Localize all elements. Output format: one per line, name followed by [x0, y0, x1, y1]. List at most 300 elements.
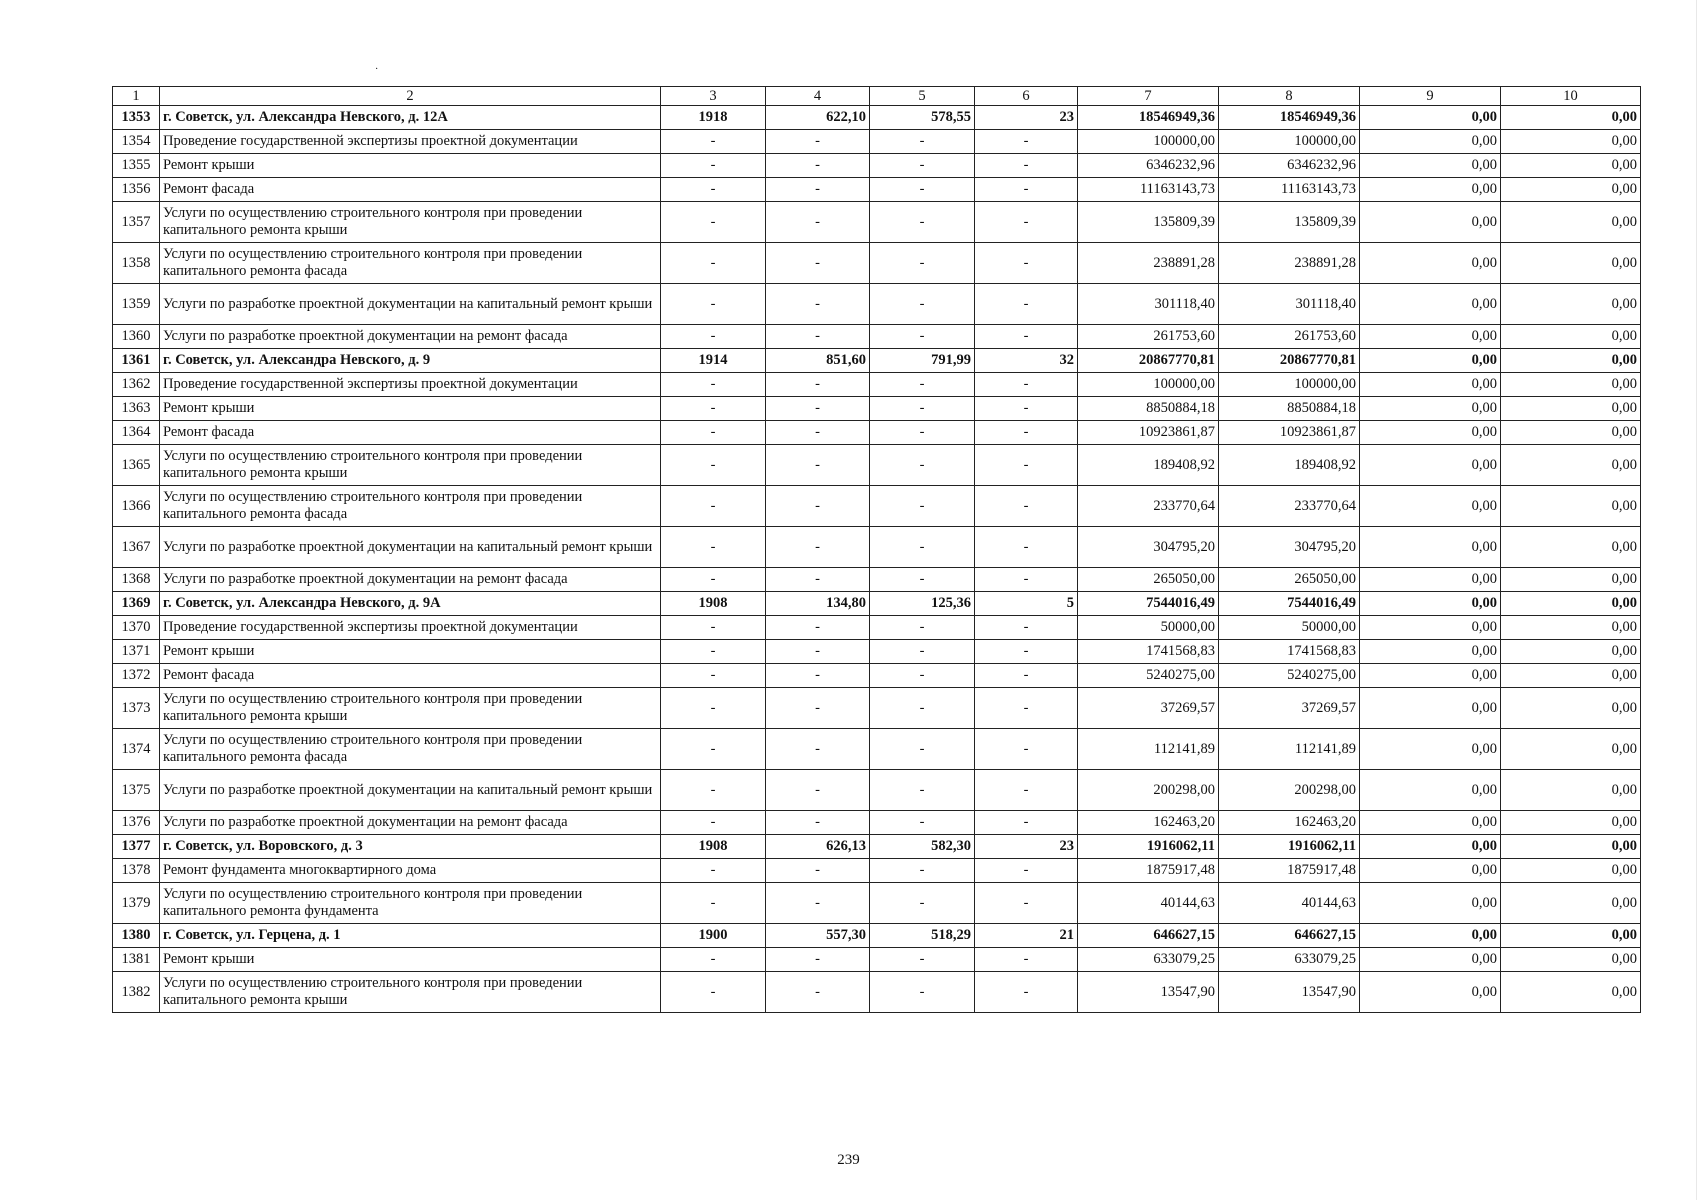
cell-col-10: 0,00 — [1501, 202, 1641, 243]
cell-col-7: 200298,00 — [1078, 770, 1219, 811]
table-row — [113, 568, 1641, 592]
cell-col-10: 0,00 — [1501, 883, 1641, 924]
row-number: 1354 — [113, 130, 160, 154]
cell-col-8: 10923861,87 — [1219, 421, 1360, 445]
cell-col-6: - — [975, 373, 1078, 397]
row-description: Услуги по разработке проектной документации на ремонт фасада — [160, 325, 661, 349]
table-row — [113, 421, 1641, 445]
cell-col-6: - — [975, 130, 1078, 154]
cell-col-3: 1918 — [661, 106, 766, 130]
row-description: Услуги по разработке проектной документации на капитальный ремонт крыши — [160, 770, 661, 811]
row-number: 1373 — [113, 688, 160, 729]
row-number: 1365 — [113, 445, 160, 486]
table-row — [113, 688, 1641, 729]
cell-col-5: - — [870, 445, 975, 486]
stray-mark: · — [375, 64, 379, 75]
cell-col-10: 0,00 — [1501, 527, 1641, 568]
cell-col-9: 0,00 — [1360, 202, 1501, 243]
header-col-9: 9 — [1360, 87, 1501, 106]
cell-col-4: - — [766, 325, 870, 349]
cell-col-10: 0,00 — [1501, 130, 1641, 154]
cell-col-6: 21 — [975, 924, 1078, 948]
cell-col-4: - — [766, 616, 870, 640]
table-row — [113, 616, 1641, 640]
cell-col-5: - — [870, 373, 975, 397]
cell-col-8: 135809,39 — [1219, 202, 1360, 243]
row-number: 1363 — [113, 397, 160, 421]
cell-col-7: 7544016,49 — [1078, 592, 1219, 616]
header-col-8: 8 — [1219, 87, 1360, 106]
cell-col-5: - — [870, 688, 975, 729]
cell-col-3: - — [661, 948, 766, 972]
cell-col-4: 557,30 — [766, 924, 870, 948]
cell-col-6: - — [975, 178, 1078, 202]
cell-col-7: 646627,15 — [1078, 924, 1219, 948]
row-number: 1362 — [113, 373, 160, 397]
cell-col-3: 1900 — [661, 924, 766, 948]
cell-col-9: 0,00 — [1360, 664, 1501, 688]
row-description: Услуги по разработке проектной документации на капитальный ремонт крыши — [160, 284, 661, 325]
cell-col-9: 0,00 — [1360, 859, 1501, 883]
cell-col-4: 851,60 — [766, 349, 870, 373]
cell-col-7: 1741568,83 — [1078, 640, 1219, 664]
cell-col-7: 100000,00 — [1078, 130, 1219, 154]
row-description: Услуги по разработке проектной документации на ремонт фасада — [160, 568, 661, 592]
cell-col-5: - — [870, 859, 975, 883]
cell-col-7: 261753,60 — [1078, 325, 1219, 349]
cell-col-8: 5240275,00 — [1219, 664, 1360, 688]
table-row — [113, 948, 1641, 972]
cell-col-8: 7544016,49 — [1219, 592, 1360, 616]
table-row — [113, 154, 1641, 178]
row-description: г. Советск, ул. Герцена, д. 1 — [160, 924, 661, 948]
cell-col-9: 0,00 — [1360, 106, 1501, 130]
cell-col-9: 0,00 — [1360, 924, 1501, 948]
cell-col-4: - — [766, 883, 870, 924]
cell-col-3: 1908 — [661, 835, 766, 859]
cell-col-9: 0,00 — [1360, 284, 1501, 325]
cell-col-3: - — [661, 972, 766, 1013]
cell-col-6: - — [975, 811, 1078, 835]
cell-col-8: 11163143,73 — [1219, 178, 1360, 202]
table-row — [113, 325, 1641, 349]
table-row — [113, 770, 1641, 811]
row-description: Услуги по осуществлению строительного контроля при проведении капитального ремонта фасада — [160, 486, 661, 527]
table-row — [113, 729, 1641, 770]
header-col-5: 5 — [870, 87, 975, 106]
row-description: Проведение государственной экспертизы проектной документации — [160, 616, 661, 640]
cell-col-10: 0,00 — [1501, 859, 1641, 883]
cell-col-3: - — [661, 568, 766, 592]
row-description: Услуги по осуществлению строительного контроля при проведении капитального ремонта фасада — [160, 243, 661, 284]
cell-col-3: - — [661, 664, 766, 688]
row-description: Услуги по осуществлению строительного контроля при проведении капитального ремонта крыши — [160, 688, 661, 729]
page-number: 239 — [837, 1152, 860, 1168]
cell-col-10: 0,00 — [1501, 568, 1641, 592]
cell-col-6: - — [975, 421, 1078, 445]
row-number: 1364 — [113, 421, 160, 445]
cell-col-9: 0,00 — [1360, 972, 1501, 1013]
cell-col-8: 1875917,48 — [1219, 859, 1360, 883]
cell-col-3: - — [661, 811, 766, 835]
cell-col-5: - — [870, 202, 975, 243]
cell-col-8: 18546949,36 — [1219, 106, 1360, 130]
cell-col-4: - — [766, 202, 870, 243]
cell-col-3: - — [661, 178, 766, 202]
cell-col-10: 0,00 — [1501, 640, 1641, 664]
cell-col-10: 0,00 — [1501, 445, 1641, 486]
cell-col-10: 0,00 — [1501, 811, 1641, 835]
cell-col-7: 50000,00 — [1078, 616, 1219, 640]
cell-col-5: 578,55 — [870, 106, 975, 130]
cell-col-6: 23 — [975, 835, 1078, 859]
cell-col-7: 189408,92 — [1078, 445, 1219, 486]
header-col-6: 6 — [975, 87, 1078, 106]
table-row — [113, 664, 1641, 688]
header-col-10: 10 — [1501, 87, 1641, 106]
cell-col-4: - — [766, 664, 870, 688]
cell-col-4: - — [766, 972, 870, 1013]
cell-col-10: 0,00 — [1501, 770, 1641, 811]
cell-col-9: 0,00 — [1360, 486, 1501, 527]
cell-col-4: - — [766, 811, 870, 835]
cell-col-9: 0,00 — [1360, 811, 1501, 835]
cell-col-7: 1875917,48 — [1078, 859, 1219, 883]
cell-col-9: 0,00 — [1360, 527, 1501, 568]
row-number: 1366 — [113, 486, 160, 527]
cell-col-6: - — [975, 325, 1078, 349]
cell-col-5: - — [870, 948, 975, 972]
cell-col-4: - — [766, 397, 870, 421]
address-row — [113, 349, 1641, 373]
row-description: Услуги по разработке проектной документации на ремонт фасада — [160, 811, 661, 835]
cell-col-6: - — [975, 883, 1078, 924]
table-row — [113, 972, 1641, 1013]
table-row — [113, 130, 1641, 154]
cell-col-8: 1741568,83 — [1219, 640, 1360, 664]
row-number: 1376 — [113, 811, 160, 835]
cell-col-7: 633079,25 — [1078, 948, 1219, 972]
column-number-header — [113, 87, 1641, 106]
row-description: г. Советск, ул. Александра Невского, д. 9 — [160, 349, 661, 373]
cell-col-7: 265050,00 — [1078, 568, 1219, 592]
row-number: 1381 — [113, 948, 160, 972]
cell-col-6: - — [975, 486, 1078, 527]
cell-col-9: 0,00 — [1360, 592, 1501, 616]
row-number: 1379 — [113, 883, 160, 924]
cell-col-9: 0,00 — [1360, 770, 1501, 811]
cell-col-8: 6346232,96 — [1219, 154, 1360, 178]
cell-col-10: 0,00 — [1501, 688, 1641, 729]
cell-col-6: 32 — [975, 349, 1078, 373]
cell-col-6: - — [975, 527, 1078, 568]
cell-col-4: - — [766, 421, 870, 445]
row-number: 1375 — [113, 770, 160, 811]
cell-col-4: 626,13 — [766, 835, 870, 859]
table-row — [113, 445, 1641, 486]
row-description: г. Советск, ул. Александра Невского, д. 9А — [160, 592, 661, 616]
cell-col-3: - — [661, 373, 766, 397]
cell-col-8: 200298,00 — [1219, 770, 1360, 811]
cell-col-10: 0,00 — [1501, 397, 1641, 421]
cell-col-9: 0,00 — [1360, 178, 1501, 202]
cell-col-5: - — [870, 729, 975, 770]
cell-col-8: 646627,15 — [1219, 924, 1360, 948]
cell-col-10: 0,00 — [1501, 421, 1641, 445]
table-row — [113, 202, 1641, 243]
table-row — [113, 527, 1641, 568]
cell-col-5: - — [870, 178, 975, 202]
row-description: Услуги по осуществлению строительного контроля при проведении капитального ремонта фундамента — [160, 883, 661, 924]
cell-col-5: - — [870, 972, 975, 1013]
cell-col-5: - — [870, 770, 975, 811]
cell-col-7: 1916062,11 — [1078, 835, 1219, 859]
cell-col-7: 112141,89 — [1078, 729, 1219, 770]
cell-col-5: - — [870, 243, 975, 284]
cell-col-5: - — [870, 568, 975, 592]
cell-col-8: 100000,00 — [1219, 373, 1360, 397]
cell-col-9: 0,00 — [1360, 688, 1501, 729]
cell-col-8: 1916062,11 — [1219, 835, 1360, 859]
row-number: 1367 — [113, 527, 160, 568]
cell-col-4: - — [766, 130, 870, 154]
cell-col-6: - — [975, 770, 1078, 811]
cell-col-6: - — [975, 568, 1078, 592]
cell-col-7: 11163143,73 — [1078, 178, 1219, 202]
cell-col-10: 0,00 — [1501, 835, 1641, 859]
cell-col-7: 37269,57 — [1078, 688, 1219, 729]
cell-col-9: 0,00 — [1360, 397, 1501, 421]
header-col-2: 2 — [160, 87, 661, 106]
table-row — [113, 859, 1641, 883]
cell-col-10: 0,00 — [1501, 106, 1641, 130]
row-number: 1382 — [113, 972, 160, 1013]
cell-col-9: 0,00 — [1360, 616, 1501, 640]
cell-col-8: 261753,60 — [1219, 325, 1360, 349]
cell-col-3: - — [661, 130, 766, 154]
cell-col-5: - — [870, 130, 975, 154]
cell-col-8: 162463,20 — [1219, 811, 1360, 835]
table-row — [113, 486, 1641, 527]
table-row — [113, 397, 1641, 421]
table-row — [113, 243, 1641, 284]
cell-col-5: - — [870, 664, 975, 688]
cell-col-9: 0,00 — [1360, 640, 1501, 664]
row-number: 1355 — [113, 154, 160, 178]
cell-col-3: - — [661, 688, 766, 729]
row-description: Проведение государственной экспертизы проектной документации — [160, 373, 661, 397]
cell-col-4: - — [766, 373, 870, 397]
cell-col-10: 0,00 — [1501, 592, 1641, 616]
row-number: 1378 — [113, 859, 160, 883]
row-description: Ремонт фасада — [160, 664, 661, 688]
cell-col-9: 0,00 — [1360, 349, 1501, 373]
cell-col-7: 13547,90 — [1078, 972, 1219, 1013]
cell-col-10: 0,00 — [1501, 284, 1641, 325]
cell-col-4: - — [766, 486, 870, 527]
cell-col-8: 8850884,18 — [1219, 397, 1360, 421]
cell-col-6: - — [975, 445, 1078, 486]
cell-col-10: 0,00 — [1501, 924, 1641, 948]
cell-col-6: - — [975, 972, 1078, 1013]
header-col-7: 7 — [1078, 87, 1219, 106]
cell-col-5: 791,99 — [870, 349, 975, 373]
row-number: 1370 — [113, 616, 160, 640]
cell-col-6: - — [975, 948, 1078, 972]
cell-col-5: - — [870, 883, 975, 924]
cell-col-3: - — [661, 421, 766, 445]
table-row — [113, 883, 1641, 924]
cell-col-9: 0,00 — [1360, 154, 1501, 178]
cell-col-5: - — [870, 154, 975, 178]
cell-col-4: - — [766, 688, 870, 729]
row-number: 1361 — [113, 349, 160, 373]
cell-col-3: - — [661, 640, 766, 664]
cell-col-8: 189408,92 — [1219, 445, 1360, 486]
cell-col-10: 0,00 — [1501, 325, 1641, 349]
cell-col-5: 125,36 — [870, 592, 975, 616]
row-number: 1372 — [113, 664, 160, 688]
row-description: Ремонт крыши — [160, 948, 661, 972]
cell-col-8: 100000,00 — [1219, 130, 1360, 154]
cell-col-6: - — [975, 640, 1078, 664]
cell-col-7: 301118,40 — [1078, 284, 1219, 325]
cell-col-8: 304795,20 — [1219, 527, 1360, 568]
cell-col-6: 23 — [975, 106, 1078, 130]
cell-col-3: - — [661, 616, 766, 640]
table-row — [113, 284, 1641, 325]
row-number: 1357 — [113, 202, 160, 243]
cell-col-9: 0,00 — [1360, 130, 1501, 154]
cell-col-9: 0,00 — [1360, 373, 1501, 397]
cell-col-10: 0,00 — [1501, 243, 1641, 284]
cell-col-10: 0,00 — [1501, 616, 1641, 640]
cell-col-10: 0,00 — [1501, 373, 1641, 397]
row-description: Ремонт фасада — [160, 421, 661, 445]
cell-col-6: - — [975, 243, 1078, 284]
row-number: 1377 — [113, 835, 160, 859]
row-description: Услуги по осуществлению строительного контроля при проведении капитального ремонта фасада — [160, 729, 661, 770]
table-row — [113, 811, 1641, 835]
table-row — [113, 640, 1641, 664]
cell-col-4: - — [766, 729, 870, 770]
cell-col-3: - — [661, 154, 766, 178]
cell-col-10: 0,00 — [1501, 664, 1641, 688]
cell-col-3: - — [661, 770, 766, 811]
cell-col-7: 135809,39 — [1078, 202, 1219, 243]
cell-col-6: - — [975, 859, 1078, 883]
cell-col-8: 50000,00 — [1219, 616, 1360, 640]
address-row — [113, 835, 1641, 859]
row-description: Проведение государственной экспертизы проектной документации — [160, 130, 661, 154]
cell-col-6: - — [975, 688, 1078, 729]
cell-col-10: 0,00 — [1501, 154, 1641, 178]
cell-col-5: 518,29 — [870, 924, 975, 948]
cell-col-3: 1908 — [661, 592, 766, 616]
cell-col-9: 0,00 — [1360, 243, 1501, 284]
cell-col-8: 238891,28 — [1219, 243, 1360, 284]
row-description: Услуги по осуществлению строительного контроля при проведении капитального ремонта крыши — [160, 972, 661, 1013]
cell-col-6: 5 — [975, 592, 1078, 616]
cell-col-9: 0,00 — [1360, 729, 1501, 770]
row-description: Услуги по осуществлению строительного контроля при проведении капитального ремонта крыши — [160, 445, 661, 486]
table-row — [113, 178, 1641, 202]
cell-col-9: 0,00 — [1360, 568, 1501, 592]
cell-col-4: - — [766, 770, 870, 811]
cell-col-7: 162463,20 — [1078, 811, 1219, 835]
cell-col-5: - — [870, 284, 975, 325]
cell-col-3: - — [661, 202, 766, 243]
cell-col-3: - — [661, 325, 766, 349]
cell-col-8: 20867770,81 — [1219, 349, 1360, 373]
cell-col-4: - — [766, 568, 870, 592]
cell-col-7: 5240275,00 — [1078, 664, 1219, 688]
row-number: 1371 — [113, 640, 160, 664]
cell-col-10: 0,00 — [1501, 729, 1641, 770]
cell-col-4: 134,80 — [766, 592, 870, 616]
address-row — [113, 924, 1641, 948]
row-description: Услуги по разработке проектной документации на капитальный ремонт крыши — [160, 527, 661, 568]
cell-col-6: - — [975, 397, 1078, 421]
cell-col-3: - — [661, 527, 766, 568]
cell-col-4: - — [766, 640, 870, 664]
cell-col-4: - — [766, 527, 870, 568]
cell-col-9: 0,00 — [1360, 421, 1501, 445]
header-col-4: 4 — [766, 87, 870, 106]
cell-col-5: - — [870, 421, 975, 445]
cell-col-7: 238891,28 — [1078, 243, 1219, 284]
cell-col-7: 8850884,18 — [1078, 397, 1219, 421]
cell-col-4: - — [766, 178, 870, 202]
header-col-1: 1 — [113, 87, 160, 106]
cell-col-5: - — [870, 486, 975, 527]
cell-col-4: - — [766, 243, 870, 284]
cell-col-8: 13547,90 — [1219, 972, 1360, 1013]
cell-col-10: 0,00 — [1501, 948, 1641, 972]
cell-col-4: - — [766, 948, 870, 972]
cell-col-9: 0,00 — [1360, 948, 1501, 972]
cell-col-6: - — [975, 664, 1078, 688]
cell-col-8: 40144,63 — [1219, 883, 1360, 924]
cell-col-5: - — [870, 640, 975, 664]
row-description: г. Советск, ул. Александра Невского, д. 12А — [160, 106, 661, 130]
cell-col-9: 0,00 — [1360, 883, 1501, 924]
cell-col-4: - — [766, 284, 870, 325]
cell-col-6: - — [975, 154, 1078, 178]
table-row — [113, 373, 1641, 397]
cell-col-3: 1914 — [661, 349, 766, 373]
cell-col-7: 20867770,81 — [1078, 349, 1219, 373]
cell-col-5: - — [870, 811, 975, 835]
row-description: Услуги по осуществлению строительного контроля при проведении капитального ремонта крыши — [160, 202, 661, 243]
row-description: Ремонт крыши — [160, 154, 661, 178]
row-number: 1368 — [113, 568, 160, 592]
row-number: 1353 — [113, 106, 160, 130]
cell-col-3: - — [661, 284, 766, 325]
cell-col-8: 633079,25 — [1219, 948, 1360, 972]
cell-col-5: - — [870, 397, 975, 421]
cell-col-5: 582,30 — [870, 835, 975, 859]
cell-col-3: - — [661, 729, 766, 770]
address-row — [113, 106, 1641, 130]
cell-col-6: - — [975, 284, 1078, 325]
cell-col-4: - — [766, 859, 870, 883]
cell-col-3: - — [661, 397, 766, 421]
row-description: Ремонт крыши — [160, 640, 661, 664]
cell-col-6: - — [975, 616, 1078, 640]
cell-col-4: 622,10 — [766, 106, 870, 130]
cell-col-6: - — [975, 202, 1078, 243]
